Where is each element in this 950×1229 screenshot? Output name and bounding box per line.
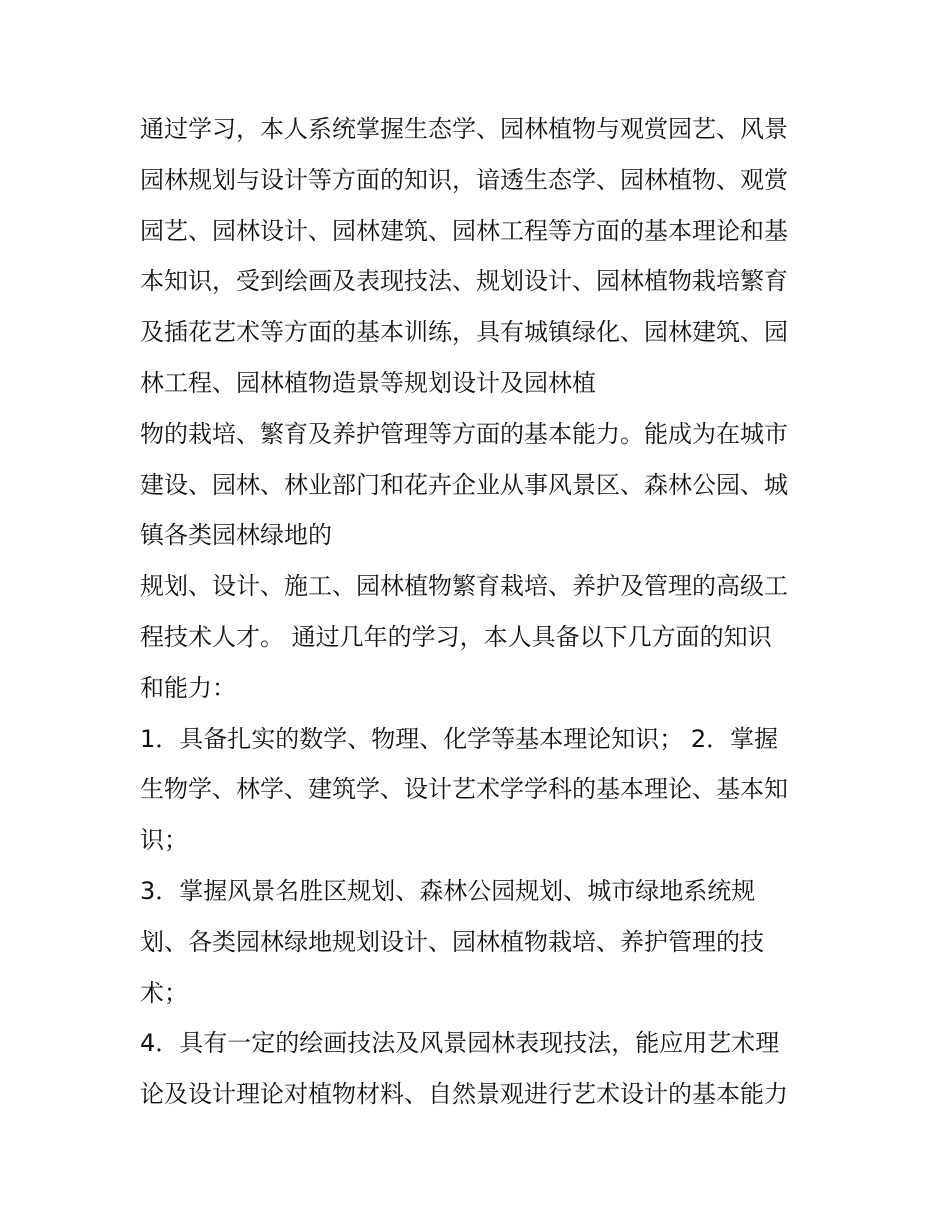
text-line-10: 规划、设计、施工、园林植物繁育栽培、养护及管理的高级工 [140,572,788,601]
text-line-14: 生物学、林学、建筑学、设计艺术学学科的基本理论、基本知 [140,775,788,804]
text-line-6: 林工程、园林植物造景等规划设计及园林植 [140,368,596,397]
text-line-15: 识； [140,826,188,855]
text-line-20: 论及设计理论对植物材料、自然景观进行艺术设计的基本能力 [140,1080,788,1109]
text-line-1: 通过学习，本人系统掌握生态学、园林植物与观赏园艺、风景 [140,115,788,143]
text-line-3: 园艺、园林设计、园林建筑、园林工程等方面的基本理论和基 [140,216,788,245]
text-line-13: 1．具备扎实的数学、物理、化学等基本理论知识； 2．掌握 [140,724,779,753]
text-line-18: 术； [140,978,188,1007]
text-line-11: 程技术人才。 通过几年的学习，本人具备以下几方面的知识 [140,622,772,651]
text-line-4: 本知识，受到绘画及表现技法、规划设计、园林植物栽培繁育 [140,267,788,296]
body-text [140,104,820,1120]
text-line-8: 建设、园林、林业部门和花卉企业从事风景区、森林公园、城 [140,470,788,499]
text-line-9: 镇各类园林绿地的 [140,521,332,550]
text-line-2: 园林规划与设计等方面的知识，谙透生态学、园林植物、观赏 [140,165,788,194]
text-line-12: 和能力： [140,673,236,702]
text-line-16: 3．掌握风景名胜区规划、森林公园规划、城市绿地系统规 [140,876,756,905]
text-line-7: 物的栽培、繁育及养护管理等方面的基本能力。能成为在城市 [140,419,788,448]
text-line-5: 及插花艺术等方面的基本训练，具有城镇绿化、园林建筑、园 [140,318,788,347]
text-line-19: 4．具有一定的绘画技法及风景园林表现技法，能应用艺术理 [140,1029,780,1058]
text-line-17: 划、各类园林绿地规划设计、园林植物栽培、养护管理的技 [140,927,764,956]
